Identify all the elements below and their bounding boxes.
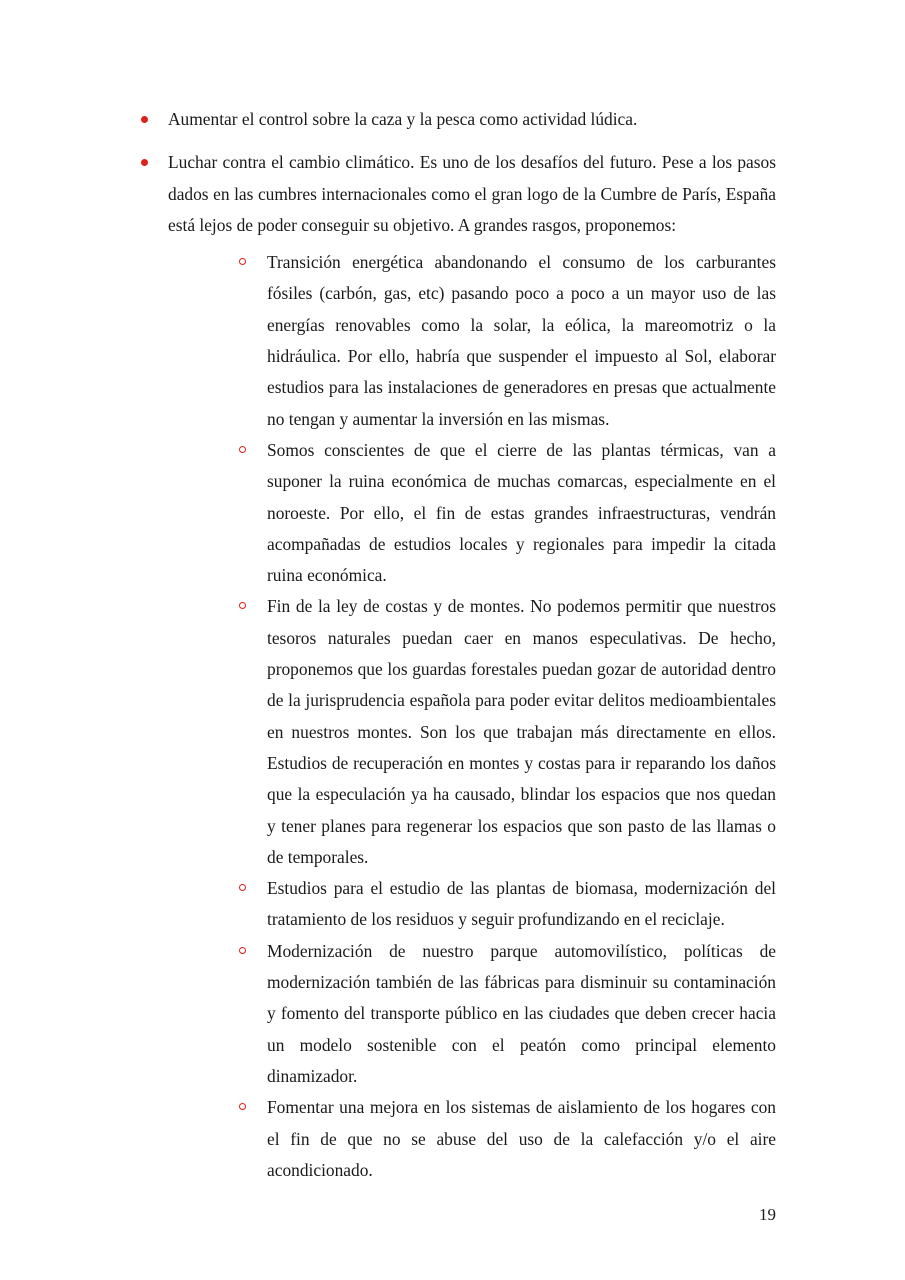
- hollow-circle-icon: [239, 884, 246, 891]
- hollow-circle-icon: [239, 258, 246, 265]
- bullet-text: Luchar contra el cambio climático. Es uno de los desafíos del futuro. Pese a los pasos dados en las cumbres internacionales como el gran logo de la Cumbre de París, España está lejos de poder conseguir su objetivo. A grandes rasgos, proponemos:: [168, 152, 776, 235]
- sub-item-text: Estudios para el estudio de las plantas de biomasa, modernización del tratamiento de los residuos y seguir profundizando en el reciclaje.: [267, 878, 776, 930]
- page-number: 19: [759, 1205, 776, 1224]
- bullet-item-climate-change: [140, 147, 776, 1186]
- sub-item-vehicle-fleet: [238, 936, 776, 1092]
- sub-item-thermal-plants: [238, 435, 776, 591]
- sub-item-text: Transición energética abandonando el consumo de los carburantes fósiles (carbón, gas, etc) pasando poco a poco a un mayor uso de las energías renovables como la solar, la eólica, la mareomotriz o la hidráulica. Por ello, habría que suspender el impuesto al Sol, elaborar estudios para las instalaciones de generadores en presas que actualmente no tengan y aumentar la inversión en las mismas.: [267, 252, 776, 429]
- bullet-item-hunting-control: [140, 104, 776, 135]
- sub-item-coasts-forests: [238, 591, 776, 873]
- hollow-circle-icon: [239, 446, 246, 453]
- sub-item-energy-transition: [238, 247, 776, 435]
- page-content: [140, 104, 776, 1198]
- sub-item-text: Modernización de nuestro parque automovilístico, políticas de modernización también de las fábricas para disminuir su contaminación y fomento del transporte público en las ciudades que deben crecer hacia un modelo sostenible con el peatón como principal elemento dinamizador.: [267, 940, 776, 1086]
- sub-bullet-list: [238, 247, 776, 1186]
- filled-dot-icon: [141, 159, 148, 166]
- sub-item-home-insulation: [238, 1092, 776, 1186]
- hollow-circle-icon: [239, 1103, 246, 1110]
- sub-item-text: Somos conscientes de que el cierre de las plantas térmicas, van a suponer la ruina económica de muchas comarcas, especialmente en el noroeste. Por ello, el fin de estas grandes infraestructuras, vendrán acompañadas de estudios locales y regionales para impedir la citada ruina económica.: [267, 439, 776, 586]
- hollow-circle-icon: [239, 602, 246, 609]
- sub-item-text: Fomentar una mejora en los sistemas de aislamiento de los hogares con el fin de que no se abuse del uso de la calefacción y/o el aire acondicionado.: [267, 1097, 776, 1180]
- filled-dot-icon: [141, 116, 148, 123]
- bullet-list: [140, 104, 776, 1186]
- sub-item-text: Fin de la ley de costas y de montes. No podemos permitir que nuestros tesoros naturales puedan caer en manos especulativas. De hecho, proponemos que los guardas forestales puedan gozar de autoridad dentro de la jurisprudencia española para poder evitar delitos medioambientales en nuestros montes. Son los que trabajan más directamente en ellos. Estudios de recuperación en montes y costas para ir reparando los daños que la especulación ya ha causado, blindar los espacios que nos quedan y tener planes para regenerar los espacios que son pasto de las llamas o de temporales.: [267, 596, 776, 867]
- sub-item-biomass: [238, 873, 776, 936]
- hollow-circle-icon: [239, 947, 246, 954]
- bullet-text: Aumentar el control sobre la caza y la pesca como actividad lúdica.: [168, 109, 638, 129]
